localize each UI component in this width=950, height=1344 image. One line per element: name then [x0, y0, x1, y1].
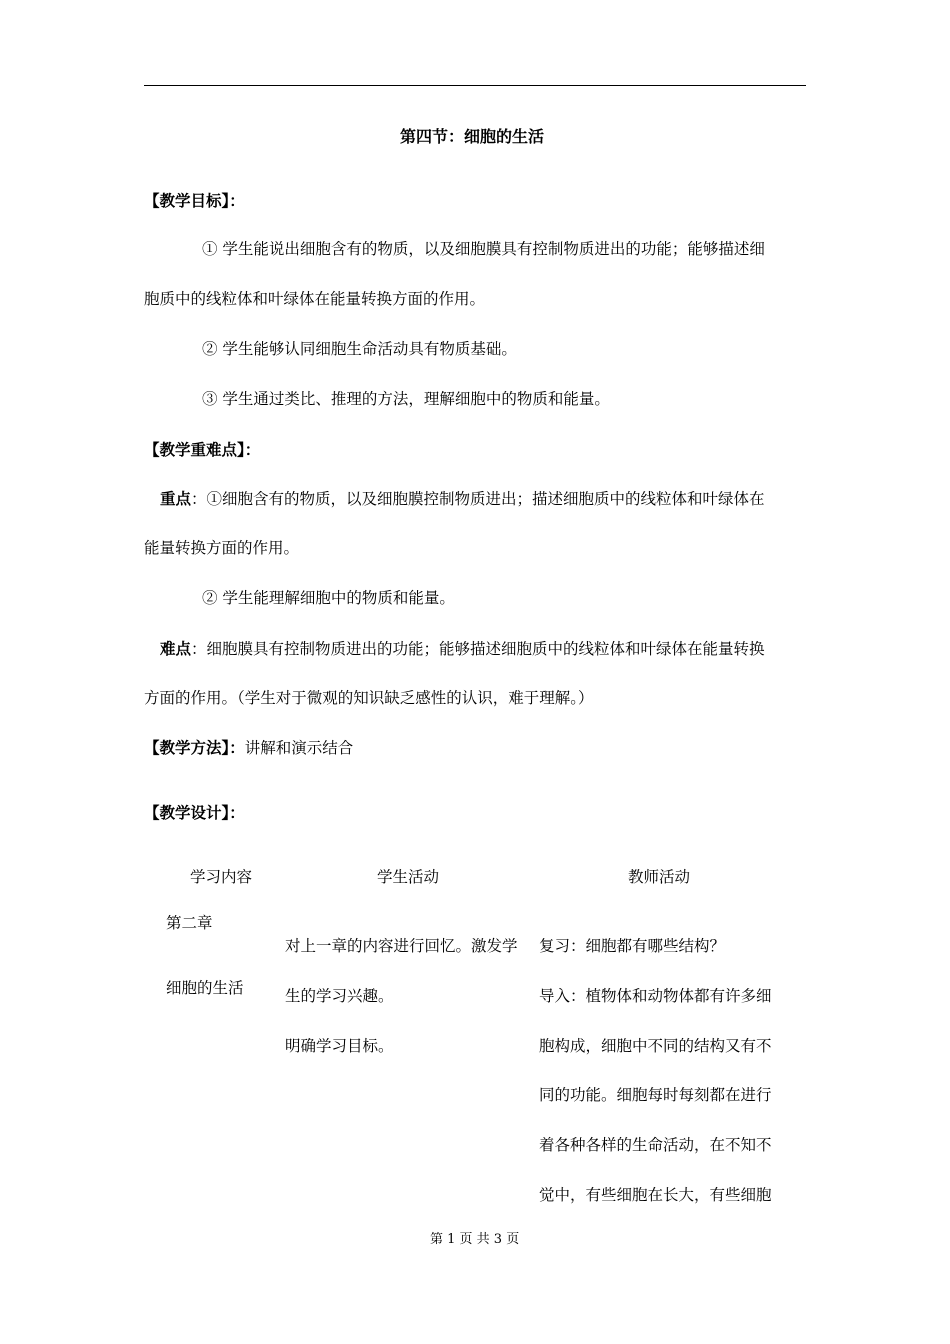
difficulty-line-1 [160, 641, 765, 658]
objective-3: ③ 学生通过类比、推理的方法，理解细胞中的物质和能量。 [202, 390, 610, 408]
key-label: 重点 [160, 489, 192, 508]
key-point-line-1 [160, 491, 765, 508]
key-point-line-2: 能量转换方面的作用。 [144, 539, 300, 557]
teacher-activity-line-1: 导入：植物体和动物体都有许多细 [539, 987, 772, 1005]
column-header-student: 学生活动 [377, 868, 440, 886]
objectives-heading: 【教学目标】： [144, 191, 245, 210]
method-line [144, 740, 353, 757]
column-header-teacher: 教师活动 [628, 868, 691, 886]
objective-1-line-2: 胞质中的线粒体和叶绿体在能量转换方面的作用。 [144, 290, 486, 308]
content-chapter: 第二章 [166, 914, 213, 932]
student-activity-line-1: 对上一章的内容进行回忆。激发学 [285, 937, 518, 955]
key-points-heading: 【教学重难点】： [144, 440, 261, 459]
column-header-content: 学习内容 [190, 868, 253, 886]
method-heading: 【教学方法】： [144, 738, 245, 757]
teacher-activity-line-4: 着各种各样的生命活动，在不知不 [539, 1136, 772, 1154]
page-footer: 第 1 页 共 3 页 [430, 1232, 520, 1247]
student-activity-line-3: 明确学习目标。 [285, 1037, 394, 1055]
objective-2: ② 学生能够认同细胞生命活动具有物质基础。 [202, 340, 517, 358]
key-point-2: ② 学生能理解细胞中的物质和能量。 [202, 589, 455, 607]
key-text: ：①细胞含有的物质，以及细胞膜控制物质进出；描述细胞质中的线粒体和叶绿体在 [191, 490, 765, 508]
content-topic: 细胞的生活 [166, 979, 244, 997]
student-activity-line-2: 生的学习兴趣。 [285, 987, 394, 1005]
difficulty-line-2: 方面的作用。（学生对于微观的知识缺乏感性的认识，难于理解。） [144, 689, 594, 707]
method-text: 讲解和演示结合 [244, 739, 354, 757]
teacher-activity-line-2: 胞构成，细胞中不同的结构又有不 [539, 1037, 772, 1055]
teacher-activity-line-5: 觉中，有些细胞在长大，有些细胞 [539, 1186, 772, 1204]
difficulty-text: ：细胞膜具有控制物质进出的功能；能够描述细胞质中的线粒体和叶绿体在能量转换 [191, 640, 765, 658]
design-heading: 【教学设计】： [144, 803, 245, 822]
teacher-review: 复习：细胞都有哪些结构？ [539, 937, 726, 955]
objective-1-line-1: ① 学生能说出细胞含有的物质，以及细胞膜具有控制物质进出的功能；能够描述细 [202, 240, 765, 258]
teacher-activity-line-3: 同的功能。细胞每时每刻都在进行 [539, 1086, 772, 1104]
difficulty-label: 难点 [160, 639, 192, 658]
header-rule [144, 85, 806, 86]
page-title: 第四节：细胞的生活 [400, 127, 545, 146]
